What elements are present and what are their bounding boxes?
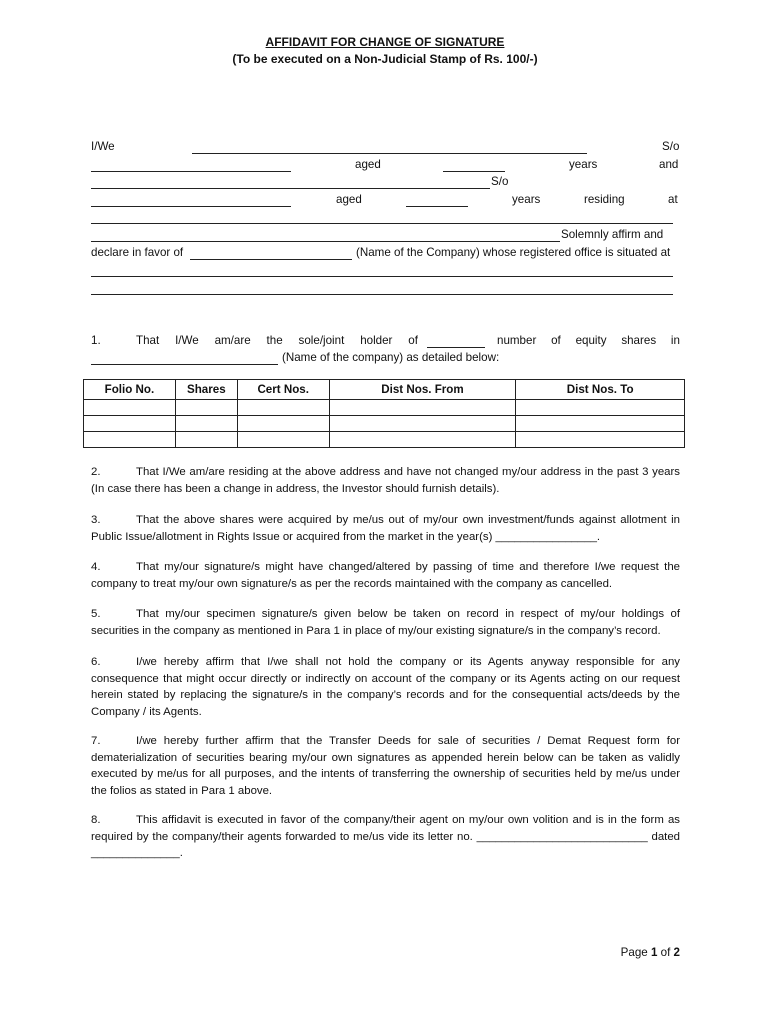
years-label-2: years xyxy=(512,193,541,206)
para1-word: of xyxy=(408,334,418,347)
paragraph-7 xyxy=(91,733,680,799)
paragraph-number: 2. xyxy=(91,466,101,478)
table-cell[interactable] xyxy=(516,400,685,416)
para1-tail-word: shares xyxy=(621,334,657,347)
residing-label: residing xyxy=(584,193,625,206)
para1-word: sole/joint xyxy=(298,334,345,347)
table-header-row xyxy=(84,380,685,400)
name-blank[interactable] xyxy=(192,153,587,154)
table-cell[interactable] xyxy=(329,416,516,432)
para1-word: the xyxy=(266,334,283,347)
header-cert-nos: Cert Nos. xyxy=(237,380,329,400)
table-cell[interactable] xyxy=(237,400,329,416)
header-dist-from: Dist Nos. From xyxy=(329,380,516,400)
paragraph-number: 7. xyxy=(91,735,101,747)
page-number: 1 xyxy=(650,946,658,959)
para1-tail-word: of xyxy=(551,334,561,347)
paragraph-6 xyxy=(91,654,680,720)
table-cell[interactable] xyxy=(175,416,237,432)
para1-word: That xyxy=(136,334,160,347)
paragraph-5 xyxy=(91,606,680,639)
company-name-blank[interactable] xyxy=(190,259,352,260)
table-cell[interactable] xyxy=(84,432,176,448)
address-blank-2[interactable] xyxy=(91,241,560,242)
table-cell[interactable] xyxy=(84,400,176,416)
table-row xyxy=(84,416,685,432)
table-cell[interactable] xyxy=(84,416,176,432)
table-cell[interactable] xyxy=(237,416,329,432)
page-indicator xyxy=(621,946,680,959)
paragraph-number: 8. xyxy=(91,814,101,826)
header-dist-to: Dist Nos. To xyxy=(516,380,685,400)
paragraph-text: That I/We am/are residing at the above address and have not changed my/our address in the past 3 years (In case there has been a change in address, the Investor should furnish details). xyxy=(91,466,680,495)
para1-tail-word: in xyxy=(670,334,680,347)
page-total: 2 xyxy=(673,946,680,959)
para1-tail-word: number xyxy=(497,334,537,347)
of-label: of xyxy=(660,946,671,959)
paragraph-4 xyxy=(91,559,680,592)
address-blank-1[interactable] xyxy=(91,223,673,224)
aged-label: aged xyxy=(355,158,381,171)
document-subtitle: (To be executed on a Non-Judicial Stamp of Rs. 100/-) xyxy=(232,52,538,66)
paragraph-text: This affidavit is executed in favor of the company/their agent on my/our own volition and is in the form as required by the company/their agents forwarded to me/us vide its letter no. ___________________________ dated ______________. xyxy=(91,814,680,859)
para1-word: holder xyxy=(360,334,393,347)
second-father-blank[interactable] xyxy=(91,206,291,207)
para1-word: am/are xyxy=(214,334,251,347)
table-cell[interactable] xyxy=(516,416,685,432)
age-blank-2[interactable] xyxy=(406,206,468,207)
office-address-blank-1[interactable] xyxy=(91,276,673,277)
table-row xyxy=(84,400,685,416)
office-address-blank-2[interactable] xyxy=(91,294,673,295)
paragraph-number: 5. xyxy=(91,608,101,620)
paragraph-8 xyxy=(91,812,680,862)
paragraph-text: I/we hereby affirm that I/we shall not hold the company or its Agents anyway responsible for any consequence that might occur directly or indirectly on account of the company or its Agents acting on our request herein stated by replacing the signature/s in the company’s records and for the consequential acts/deeds by the Company / its Agents. xyxy=(91,656,680,718)
header-shares: Shares xyxy=(175,380,237,400)
so-label-2: S/o xyxy=(491,175,509,188)
paragraph-2 xyxy=(91,464,680,497)
table-cell[interactable] xyxy=(175,400,237,416)
folio-table xyxy=(83,379,685,448)
years-label: years xyxy=(569,158,598,171)
para1-word: I/We xyxy=(175,334,199,347)
table-row xyxy=(84,432,685,448)
table-cell[interactable] xyxy=(329,432,516,448)
paragraph-text: That my/our signature/s might have changed/altered by passing of time and therefore I/we request the company to treat my/our own signature/s as per the records maintained with the company as cancelled. xyxy=(91,561,680,590)
table-cell[interactable] xyxy=(237,432,329,448)
second-name-blank[interactable] xyxy=(91,188,490,189)
paragraph-text: I/we hereby further affirm that the Transfer Deeds for sale of securities / Demat Request form for dematerialization of securities bearing my/our own signatures as appended herein below can be taken as validly executed by me/us for all purposes, and the intents of transferring the ownership of securities held by me/us under the folios as stated in Para 1 above. xyxy=(91,735,680,797)
share-count-blank[interactable] xyxy=(427,347,485,348)
header-folio-no: Folio No. xyxy=(84,380,176,400)
para1-number: 1. xyxy=(91,334,101,347)
paragraph-number: 6. xyxy=(91,656,101,668)
paragraph-3 xyxy=(91,512,680,545)
para1-words xyxy=(136,334,418,347)
paragraph-text: That the above shares were acquired by me/us out of my/our own investment/funds against allotment in Public Issue/allotment in Rights Issue or acquired from the market in the year(s) ________________. xyxy=(91,514,680,543)
table-cell[interactable] xyxy=(175,432,237,448)
father-name-blank[interactable] xyxy=(91,171,291,172)
paragraph-number: 4. xyxy=(91,561,101,573)
declare-prefix: declare in favor of xyxy=(91,246,184,259)
para1-line2: (Name of the company) as detailed below: xyxy=(282,351,500,364)
iwe-label: I/We xyxy=(91,140,115,153)
document-title: AFFIDAVIT FOR CHANGE OF SIGNATURE xyxy=(265,35,505,49)
page-label: Page xyxy=(620,946,648,959)
table-cell[interactable] xyxy=(516,432,685,448)
table-cell[interactable] xyxy=(329,400,516,416)
company-blank-para1[interactable] xyxy=(91,364,278,365)
declare-suffix: (Name of the Company) whose registered office is situated at xyxy=(356,246,671,259)
so-label: S/o xyxy=(662,140,680,153)
para1-tail xyxy=(497,334,680,347)
and-label: and xyxy=(659,158,679,171)
at-label: at xyxy=(668,193,678,206)
paragraph-number: 3. xyxy=(91,514,101,526)
aged-label-2: aged xyxy=(336,193,362,206)
paragraph-text: That my/our specimen signature/s given below be taken on record in respect of my/our holdings of securities in the company as mentioned in Para 1 in place of my/our existing signature/s in the company’s record. xyxy=(91,608,680,637)
solemnly-text: Solemnly affirm and xyxy=(561,228,664,241)
age-blank[interactable] xyxy=(443,171,505,172)
para1-tail-word: equity xyxy=(575,334,607,347)
